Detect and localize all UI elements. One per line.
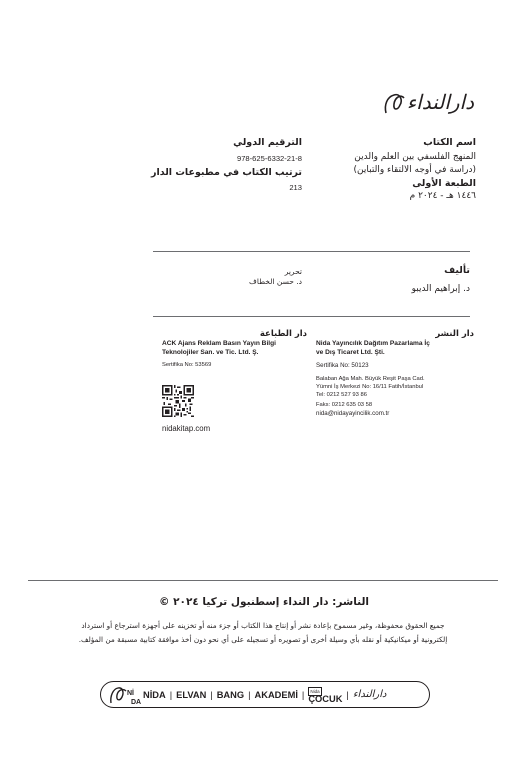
publisher-name-line1: Nida Yayıncılık Dağıtım Pazarlama İç: [316, 340, 430, 347]
brand-bang: BANG: [216, 689, 245, 700]
nida-n-logo-icon: [107, 683, 143, 707]
svg-text:DA: DA: [131, 698, 142, 706]
edition-label: الطبعة الأولى: [412, 178, 476, 189]
brand-cocuk-name: ÇOCUK: [308, 693, 343, 704]
brand-cocuk: [308, 687, 342, 703]
isbn-label: الترقيم الدولي: [233, 137, 302, 148]
svg-text:Nİ: Nİ: [127, 689, 134, 697]
isbn-info: [150, 137, 302, 192]
logo-arabic-text: دارالنداء: [406, 90, 474, 114]
book-title-line2: (دراسة في أوجه الالتقاء والتباين): [353, 165, 476, 175]
printer-certificate: Sertifika No: 53569: [162, 362, 212, 368]
brands-bar: [100, 681, 430, 708]
brand-nida: NİDA: [143, 689, 166, 700]
editor-label: تحرير: [284, 267, 302, 276]
publisher-address-1: Balaban Ağa Mah. Büyük Reşit Paşa Cad.: [316, 375, 425, 382]
publisher-certificate: Sertifika No: 50123: [316, 362, 369, 369]
publisher-tel: Tel: 0212 527 93 86: [316, 391, 367, 398]
printer-label: دار الطباعة: [259, 329, 307, 339]
book-order-label: ترتيب الكتاب في مطبوعات الدار: [151, 166, 302, 178]
publisher-label: دار النشر: [435, 329, 474, 339]
publisher-logo: [380, 86, 475, 120]
printer-block: [162, 329, 307, 369]
qr-code-icon[interactable]: [162, 385, 194, 417]
book-title-line1: المنهج الفلسفي بين العلم والدين: [354, 152, 476, 162]
publisher-name-line2: ve Dış Ticaret Ltd. Şti.: [316, 349, 385, 356]
printer-name-line1: ACK Ajans Reklam Basın Yayın Bilgi: [162, 340, 276, 347]
publisher-address-2: Yümni İş Merkezi No: 16/11 Fatih/İstanbul: [316, 383, 424, 390]
brand-separator: |: [301, 689, 305, 700]
publisher-block: [316, 329, 474, 418]
book-title-label: اسم الكتاب: [423, 137, 476, 148]
brand-separator: |: [169, 689, 173, 700]
brand-akademi: AKADEMİ: [254, 689, 298, 700]
brand-list: [143, 687, 386, 703]
publisher-fax: Faks: 0212 635 03 58: [316, 401, 373, 408]
publisher-email[interactable]: nida@nidayayincilik.com.tr: [316, 409, 390, 417]
book-info: [300, 137, 476, 203]
brand-elvan: ELVAN: [176, 689, 207, 700]
book-order-value: 213: [289, 182, 302, 192]
editor-name: د. حسن الخطاف: [249, 277, 302, 286]
publication-date: ١٤٤٦ هـ - ٢٠٢٤ م: [409, 191, 476, 201]
brand-separator: |: [346, 689, 349, 700]
brand-separator: |: [248, 689, 251, 700]
isbn-value: 978-625-6332-21-8: [236, 154, 302, 163]
author-block: [310, 265, 470, 296]
copyright-title: الناشر: دار النداء إسطنبول تركيا ٢٠٢٤ ©: [158, 596, 370, 608]
copyright-line-1: جميع الحقوق محفوظة، وغير مسموح بإعادة نشر أو إنتاج هذا الكتاب أو جزء منه أو تخزينه على أجهزة استرجاع أو استرداد: [81, 621, 445, 630]
brand-separator: |: [210, 689, 213, 700]
author-label: تأليف: [444, 265, 470, 276]
printer-website[interactable]: nidakitap.com: [162, 424, 211, 433]
divider-top: [153, 251, 470, 252]
author-name: د. إبراهيم الديبو: [411, 284, 470, 294]
divider-middle: [153, 316, 470, 317]
brand-arabic: دارالنداء: [352, 689, 387, 700]
editor-block: [150, 267, 302, 287]
copyright-line-2: إلكترونية أو ميكانيكية أو نقله بأي وسيلة أخرى أو تصويره أو تسجيله على أي نحو دون أخذ موافقة كتابية مسبقة من المؤلف.: [78, 635, 448, 644]
divider-bottom: [28, 580, 498, 581]
printer-name-line2: Teknolojiler San. ve Tic. Ltd. Ş.: [162, 349, 259, 356]
brand-cocuk-small: Nida: [310, 688, 320, 694]
